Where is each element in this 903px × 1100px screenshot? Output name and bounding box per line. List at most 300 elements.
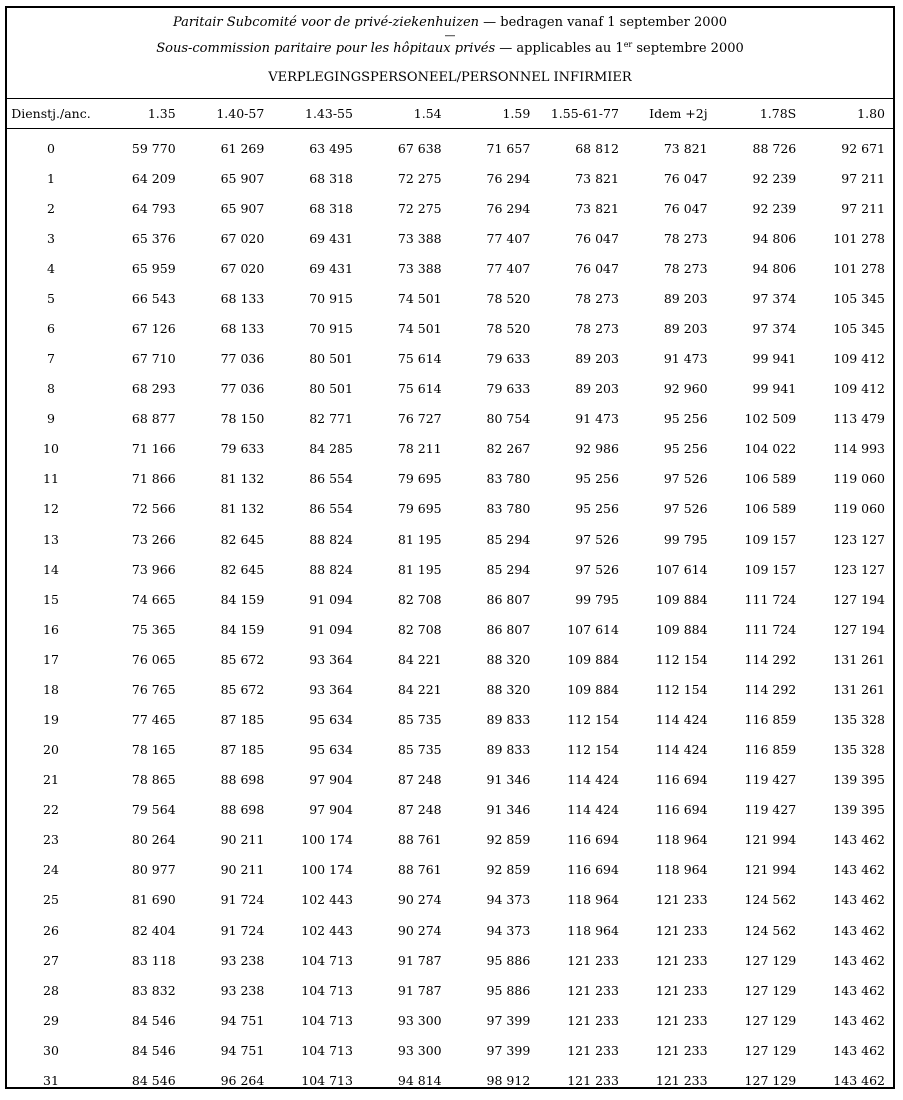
salary-cell: 68 812 [575,140,619,156]
seniority-cell: 2 [47,200,55,216]
salary-cell: 61 269 [220,140,265,156]
seniority-cell: 9 [47,411,55,427]
salary-cell: 85 294 [486,561,531,577]
salary-cell: 107 614 [655,561,708,577]
salary-cell: 68 877 [131,411,176,427]
salary-cell: 116 694 [655,772,708,788]
seniority-cell: 6 [47,321,55,336]
salary-cell: 86 554 [309,471,353,487]
salary-cell: 121 233 [655,1012,708,1028]
salary-cell: 131 261 [833,681,885,697]
column-header-scale: 1.78S [716,99,805,129]
table-row [7,584,893,614]
salary-cell: 95 886 [486,982,531,998]
header-line-nl-italic: Paritair Subcomité voor de privé-ziekenhuizen [172,15,480,30]
salary-cell: 90 274 [397,922,442,938]
salary-cell: 114 424 [655,712,708,728]
salary-cell: 121 233 [567,1042,619,1058]
salary-cell: 135 328 [833,712,885,728]
salary-cell: 76 065 [131,651,176,667]
salary-cell: 81 195 [397,531,442,547]
seniority-cell: 30 [43,1042,59,1058]
seniority-cell: 25 [43,892,59,908]
salary-cell: 94 806 [752,230,797,246]
salary-cell: 67 126 [131,321,176,336]
seniority-cell: 1 [47,170,55,186]
salary-cell: 84 159 [220,621,265,637]
table-row [7,855,893,885]
salary-cell: 85 294 [486,531,531,547]
salary-cell: 72 275 [397,170,442,186]
salary-cell: 104 713 [301,952,353,968]
salary-cell: 68 133 [220,321,265,336]
salary-cell: 123 127 [833,531,885,547]
salary-cell: 77 036 [220,351,265,367]
salary-cell: 93 300 [397,1042,442,1058]
table-row [7,704,893,734]
salary-cell: 121 233 [655,1042,708,1058]
salary-cell: 91 346 [486,802,531,818]
table-row [7,464,893,494]
salary-cell: 79 633 [486,381,531,397]
column-header-scale: 1.40-57 [184,99,273,129]
salary-cell: 77 407 [486,260,531,276]
salary-cell: 76 047 [663,170,708,186]
salary-cell: 71 657 [486,140,531,156]
salary-cell: 69 431 [309,230,353,246]
salary-cell: 93 238 [220,982,265,998]
seniority-cell: 17 [43,651,59,667]
salary-cell: 88 761 [397,862,442,878]
salary-cell: 63 495 [309,140,353,156]
salary-cell: 91 346 [486,772,531,788]
salary-cell: 104 713 [301,982,353,998]
seniority-cell: 19 [43,712,59,728]
salary-cell: 91 473 [575,411,619,427]
salary-table-frame [5,6,895,1089]
table-row [7,554,893,584]
salary-cell: 82 404 [131,922,176,938]
seniority-cell: 16 [43,621,59,637]
salary-cell: 78 520 [486,321,531,336]
header-line-fr-rest: — applicables au 1 [495,41,624,56]
salary-cell: 121 233 [567,1072,619,1088]
table-row [7,945,893,975]
salary-cell: 95 256 [575,501,619,517]
salary-cell: 127 129 [744,1072,797,1088]
salary-cell: 78 273 [663,260,708,276]
salary-cell: 81 690 [131,892,176,908]
salary-cell: 84 285 [309,441,353,457]
table-row [7,975,893,1005]
salary-cell: 81 132 [220,471,265,487]
table-row [7,644,893,674]
salary-cell: 127 129 [744,1012,797,1028]
salary-cell: 143 462 [833,1072,885,1088]
table-row [7,163,893,193]
salary-cell: 85 672 [220,681,265,697]
table-row [7,223,893,253]
salary-cell: 77 036 [220,381,265,397]
salary-cell: 73 388 [397,260,442,276]
salary-table [7,99,893,1096]
salary-cell: 69 431 [309,260,353,276]
salary-cell: 121 233 [655,982,708,998]
salary-cell: 84 159 [220,591,265,607]
salary-cell: 116 859 [744,712,797,728]
salary-cell: 82 645 [220,531,265,547]
salary-cell: 73 388 [397,230,442,246]
salary-cell: 143 462 [833,1042,885,1058]
salary-cell: 100 174 [301,832,353,848]
salary-cell: 101 278 [833,230,885,246]
salary-cell: 114 424 [655,742,708,758]
salary-cell: 78 273 [575,321,619,336]
salary-cell: 92 960 [663,381,708,397]
salary-cell: 67 020 [220,230,265,246]
salary-cell: 121 994 [744,832,797,848]
salary-cell: 94 373 [486,892,531,908]
salary-cell: 112 154 [567,742,619,758]
salary-cell: 84 546 [131,1042,176,1058]
salary-cell: 94 373 [486,922,531,938]
salary-cell: 114 424 [567,802,619,818]
salary-cell: 99 941 [752,381,797,397]
salary-cell: 127 194 [833,591,885,607]
salary-cell: 97 374 [752,321,797,336]
salary-cell: 70 915 [309,321,353,336]
salary-cell: 95 634 [309,742,353,758]
table-row [7,915,893,945]
salary-cell: 105 345 [833,321,885,336]
salary-cell: 91 473 [663,351,708,367]
seniority-cell: 11 [43,471,59,487]
header-line-nl-rest: — bedragen vanaf 1 september 2000 [479,15,728,30]
header-line-fr [7,41,893,59]
salary-cell: 97 526 [663,471,708,487]
salary-cell: 91 094 [309,591,353,607]
salary-cell: 79 564 [131,802,176,818]
salary-cell: 76 294 [486,170,531,186]
table-header-block [7,8,893,99]
salary-cell: 116 694 [655,802,708,818]
salary-cell: 111 724 [744,591,797,607]
salary-cell: 98 912 [486,1072,531,1088]
seniority-cell: 3 [47,230,55,246]
table-row [7,404,893,434]
salary-cell: 64 793 [131,200,176,216]
salary-cell: 78 520 [486,290,531,306]
table-row [7,1065,893,1095]
salary-cell: 109 157 [744,561,797,577]
salary-cell: 114 292 [744,651,797,667]
salary-cell: 65 907 [220,200,265,216]
salary-cell: 67 020 [220,260,265,276]
salary-cell: 74 501 [397,321,442,336]
salary-cell: 80 754 [486,411,531,427]
salary-cell: 95 256 [663,411,708,427]
salary-cell: 84 221 [397,651,442,667]
salary-cell: 113 479 [833,411,885,427]
salary-cell: 118 964 [655,832,708,848]
salary-cell: 139 395 [833,802,885,818]
salary-cell: 124 562 [744,922,797,938]
table-row [7,674,893,704]
salary-cell: 121 233 [567,982,619,998]
seniority-cell: 8 [47,381,55,397]
salary-cell: 116 694 [567,862,619,878]
salary-cell: 93 300 [397,1012,442,1028]
salary-cell: 82 771 [309,411,353,427]
salary-cell: 88 761 [397,832,442,848]
seniority-cell: 29 [43,1012,59,1028]
salary-cell: 78 211 [397,441,442,457]
column-header-row [7,99,893,129]
seniority-cell: 12 [43,501,59,517]
table-body [7,129,893,1096]
salary-cell: 94 751 [220,1012,265,1028]
salary-cell: 73 821 [575,170,619,186]
seniority-cell: 27 [43,952,59,968]
salary-cell: 72 566 [131,501,176,517]
salary-cell: 127 129 [744,952,797,968]
salary-cell: 94 806 [752,260,797,276]
salary-cell: 85 672 [220,651,265,667]
salary-cell: 102 509 [744,411,797,427]
salary-cell: 82 645 [220,561,265,577]
salary-cell: 118 964 [567,892,619,908]
salary-cell: 65 907 [220,170,265,186]
salary-cell: 93 238 [220,952,265,968]
salary-cell: 68 318 [309,170,353,186]
table-row [7,1005,893,1035]
salary-cell: 75 614 [397,381,442,397]
salary-cell: 92 671 [841,140,885,156]
salary-cell: 76 765 [131,681,176,697]
seniority-cell: 7 [47,351,55,367]
salary-cell: 119 427 [744,772,797,788]
salary-cell: 78 865 [131,772,176,788]
table-row [7,253,893,283]
salary-cell: 92 859 [486,862,531,878]
salary-cell: 86 807 [486,621,531,637]
table-row [7,614,893,644]
salary-cell: 59 770 [131,140,176,156]
salary-cell: 100 174 [301,862,353,878]
table-row [7,283,893,313]
salary-cell: 86 807 [486,591,531,607]
salary-cell: 65 959 [131,260,176,276]
salary-cell: 121 233 [567,1012,619,1028]
seniority-cell: 24 [43,862,59,878]
salary-cell: 67 638 [397,140,442,156]
salary-cell: 143 462 [833,1012,885,1028]
salary-cell: 121 233 [655,1072,708,1088]
salary-cell: 96 264 [220,1072,265,1088]
salary-cell: 89 203 [575,351,619,367]
salary-cell: 116 859 [744,742,797,758]
header-line-fr-sup: er [623,40,633,49]
salary-cell: 121 233 [655,952,708,968]
table-row [7,374,893,404]
column-header-scale: 1.59 [450,99,539,129]
salary-cell: 83 832 [131,982,176,998]
salary-cell: 74 501 [397,290,442,306]
salary-cell: 89 203 [663,290,708,306]
seniority-cell: 5 [47,290,55,306]
salary-cell: 89 833 [486,712,531,728]
salary-cell: 84 546 [131,1012,176,1028]
salary-cell: 68 293 [131,381,176,397]
salary-cell: 88 698 [220,772,265,788]
salary-cell: 109 412 [833,381,885,397]
salary-cell: 112 154 [655,651,708,667]
salary-cell: 87 248 [397,802,442,818]
salary-cell: 114 993 [833,441,885,457]
salary-cell: 99 795 [663,531,708,547]
table-row [7,494,893,524]
seniority-cell: 13 [43,531,59,547]
salary-cell: 87 185 [220,742,265,758]
salary-cell: 82 708 [397,591,442,607]
salary-cell: 109 884 [567,681,619,697]
salary-cell: 66 543 [131,290,176,306]
salary-cell: 79 695 [397,471,442,487]
salary-cell: 119 060 [833,501,885,517]
table-row [7,1035,893,1065]
seniority-cell: 26 [43,922,59,938]
table-head [7,99,893,129]
salary-cell: 84 546 [131,1072,176,1088]
salary-cell: 105 345 [833,290,885,306]
salary-cell: 82 267 [486,441,531,457]
seniority-cell: 10 [43,441,59,457]
salary-cell: 95 886 [486,952,531,968]
salary-cell: 80 501 [309,381,353,397]
salary-cell: 109 884 [655,621,708,637]
salary-cell: 143 462 [833,892,885,908]
salary-cell: 76 294 [486,200,531,216]
seniority-cell: 23 [43,832,59,848]
salary-cell: 91 724 [220,892,265,908]
salary-cell: 88 320 [486,651,531,667]
salary-cell: 106 589 [744,501,797,517]
table-row [7,344,893,374]
salary-cell: 121 994 [744,862,797,878]
salary-cell: 70 915 [309,290,353,306]
salary-cell: 76 047 [575,260,619,276]
salary-cell: 104 022 [744,441,797,457]
salary-cell: 111 724 [744,621,797,637]
table-title: VERPLEGINGSPERSONEEL/PERSONNEL INFIRMIER [268,70,632,85]
salary-cell: 106 589 [744,471,797,487]
salary-cell: 131 261 [833,651,885,667]
salary-cell: 76 047 [663,200,708,216]
table-row [7,524,893,554]
salary-cell: 119 427 [744,802,797,818]
salary-cell: 135 328 [833,742,885,758]
salary-cell: 91 787 [397,952,442,968]
salary-cell: 77 465 [131,712,176,728]
salary-cell: 139 395 [833,772,885,788]
table-row [7,795,893,825]
salary-cell: 93 364 [309,651,353,667]
salary-cell: 73 266 [131,531,176,547]
salary-cell: 119 060 [833,471,885,487]
salary-cell: 143 462 [833,922,885,938]
column-header-scale: Idem +2j [627,99,716,129]
seniority-cell: 15 [43,591,59,607]
salary-cell: 143 462 [833,952,885,968]
salary-cell: 99 941 [752,351,797,367]
salary-cell: 102 443 [301,892,353,908]
header-separator: — [444,29,456,42]
salary-cell: 99 795 [575,591,619,607]
header-line-fr-tail: septembre 2000 [632,41,744,56]
salary-cell: 88 824 [309,561,353,577]
salary-cell: 78 165 [131,742,176,758]
salary-cell: 68 133 [220,290,265,306]
salary-cell: 107 614 [567,621,619,637]
salary-cell: 93 364 [309,681,353,697]
seniority-cell: 14 [43,561,59,577]
table-row [7,825,893,855]
table-row [7,193,893,223]
salary-cell: 81 132 [220,501,265,517]
salary-cell: 104 713 [301,1012,353,1028]
salary-cell: 78 273 [663,230,708,246]
salary-cell: 78 150 [220,411,265,427]
salary-cell: 118 964 [567,922,619,938]
seniority-cell: 4 [47,260,55,276]
salary-cell: 97 526 [575,561,619,577]
salary-cell: 109 884 [655,591,708,607]
salary-cell: 97 526 [663,501,708,517]
salary-cell: 89 203 [575,381,619,397]
salary-cell: 88 698 [220,802,265,818]
seniority-cell: 22 [43,802,59,818]
column-header-scale: 1.35 [95,99,184,129]
seniority-cell: 18 [43,681,59,697]
salary-cell: 97 399 [486,1012,531,1028]
salary-cell: 89 833 [486,742,531,758]
salary-cell: 73 966 [131,561,176,577]
salary-cell: 114 292 [744,681,797,697]
salary-cell: 143 462 [833,832,885,848]
salary-cell: 88 726 [752,140,797,156]
salary-cell: 104 713 [301,1042,353,1058]
salary-cell: 64 209 [131,170,176,186]
salary-cell: 87 185 [220,712,265,728]
salary-cell: 109 884 [567,651,619,667]
seniority-cell: 0 [47,140,55,156]
table-row [7,434,893,464]
salary-cell: 95 256 [663,441,708,457]
salary-cell: 74 665 [131,591,176,607]
salary-cell: 121 233 [655,892,708,908]
salary-cell: 143 462 [833,982,885,998]
salary-cell: 80 501 [309,351,353,367]
salary-cell: 83 118 [131,952,176,968]
salary-cell: 95 256 [575,471,619,487]
salary-cell: 94 751 [220,1042,265,1058]
salary-cell: 65 376 [131,230,176,246]
salary-cell: 79 633 [486,351,531,367]
seniority-cell: 20 [43,742,59,758]
salary-cell: 143 462 [833,862,885,878]
column-header-scale: 1.43-55 [272,99,361,129]
column-header-seniority: Dienstj./anc. [7,99,95,129]
